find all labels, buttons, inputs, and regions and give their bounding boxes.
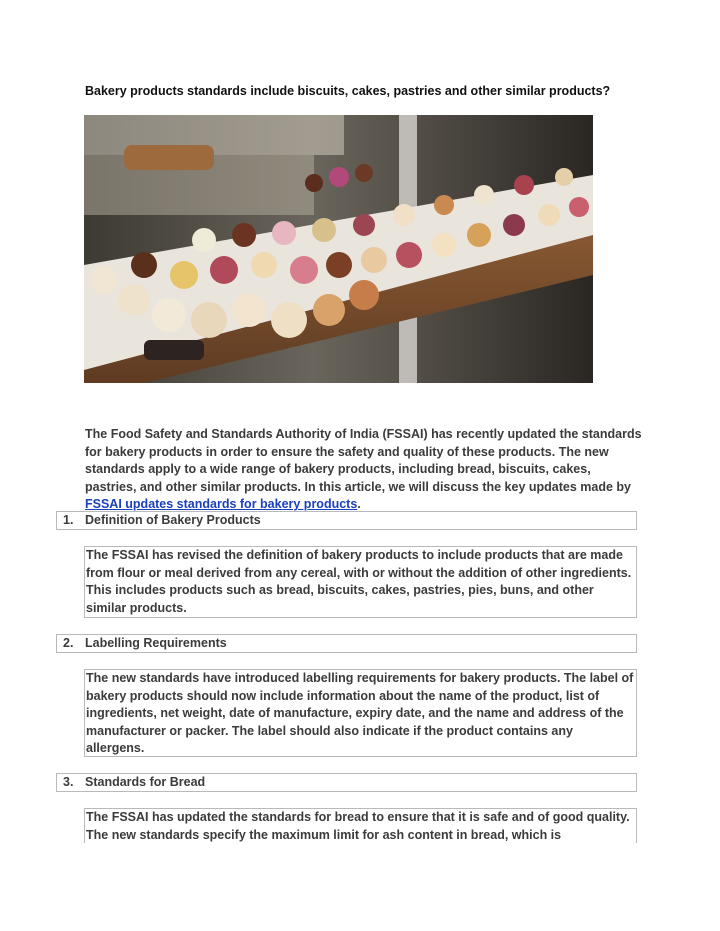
section-3-number: 3. <box>63 775 74 789</box>
section-3-body-text: The FSSAI has updated the standards for bread to ensure that it is safe and of good quality. The new standards specify the maximum limit for ash content in bread, which is <box>86 810 630 842</box>
section-1-heading: Definition of Bakery Products <box>85 513 261 527</box>
intro-after-link: . <box>357 497 361 512</box>
section-2-number: 2. <box>63 636 74 650</box>
bakery-display-photo <box>84 115 593 383</box>
section-2-heading: Labelling Requirements <box>85 636 227 650</box>
intro-text: The Food Safety and Standards Authority of India (FSSAI) has recently updated the standards for bakery products in order to ensure the safety and quality of these products. The new standards apply to a wide range of bakery products, including bread, biscuits, cakes, pastries, and other similar products. In this article, we will discuss the key updates made by <box>85 427 642 494</box>
section-3-heading: Standards for Bread <box>85 775 206 789</box>
fssai-updates-link[interactable]: FSSAI updates standards for bakery products <box>85 497 358 512</box>
intro-paragraph <box>85 426 645 514</box>
section-1-body <box>84 546 637 618</box>
section-2-heading-box <box>56 634 637 653</box>
section-2-body-text: The new standards have introduced labelling requirements for bakery products. The label of bakery products should now include information about the name of the product, list of ingredients, net weight, date of manufacture, expiry date, and the name and address of the manufacturer or packer. The label should also indicate if the product contains any allergens. <box>86 671 634 756</box>
section-3-body <box>84 808 637 843</box>
section-2-body <box>84 669 637 757</box>
section-3-heading-box <box>56 773 637 792</box>
section-1-body-text: The FSSAI has revised the definition of bakery products to include products that are made from flour or meal derived from any cereal, with or without the addition of other ingredients. This includes products such as bread, biscuits, cakes, pastries, pies, buns, and other similar products. <box>86 548 632 615</box>
section-1-number: 1. <box>63 513 74 527</box>
section-1-heading-box <box>56 511 637 530</box>
page-title: Bakery products standards include biscuits, cakes, pastries and other similar products? <box>85 84 611 98</box>
